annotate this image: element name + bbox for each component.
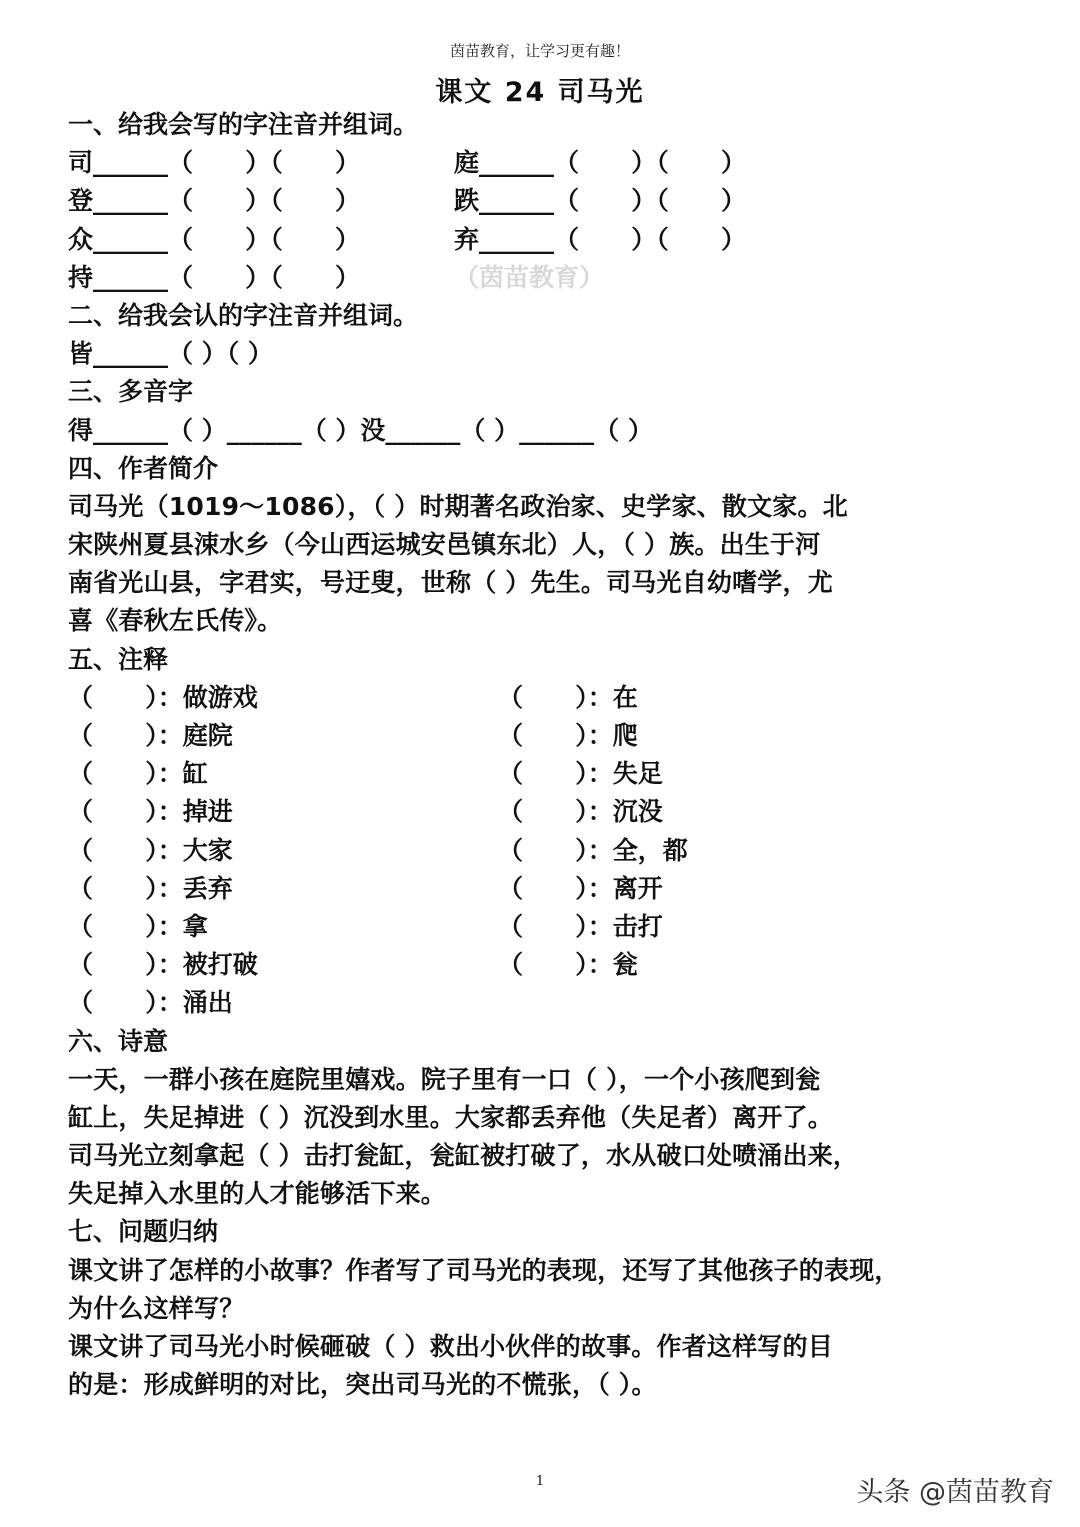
paragraph-line: 为什么这样写？ — [68, 1293, 245, 1323]
paragraph-line: 缸上，失足掉进（ ）沉没到水里。大家都丢弃他（失足者）离开了。 — [68, 1102, 833, 1132]
annotation-item: （ ）：失足 — [498, 759, 663, 789]
fill-row — [68, 144, 1018, 182]
annotation-item: （ ）：被打破 — [68, 950, 258, 980]
annotation-item: （ ）：击打 — [498, 911, 663, 941]
char-fill-item: 庭______（ ）（ ） — [454, 148, 746, 178]
annotation-item: （ ）：缸 — [68, 759, 208, 789]
answer-paragraph — [68, 1328, 1018, 1404]
author-intro-paragraph — [68, 488, 1018, 641]
source-watermark: 头条 @茵苗教育 — [856, 1477, 1054, 1508]
header-slogan: 茵苗教育，让学习更有趣！ — [449, 42, 630, 60]
annotation-row — [68, 870, 1018, 908]
annotation-row — [68, 946, 1018, 984]
paragraph-line: 南省光山县，字君实，号迂叟，世称（ ）先生。司马光自幼嗜学，尤 — [68, 568, 833, 598]
paragraph-line: 的是：形成鲜明的对比，突出司马光的不慌张，（ ）。 — [68, 1370, 657, 1400]
char-fill-item: 登______（ ）（ ） — [68, 186, 360, 216]
char-fill-item: 跌______（ ）（ ） — [454, 186, 746, 216]
section-heading-2: 二、给我会认的字注音并组词。 — [68, 300, 419, 330]
annotation-row — [68, 755, 1018, 793]
fill-row — [68, 182, 1018, 220]
annotation-item: （ ）：沉没 — [498, 797, 663, 827]
annotation-item: （ ）：庭院 — [68, 721, 233, 750]
paragraph-line: 司马光立刻拿起（ ）击打瓮缸，瓮缸被打破了，水从破口处喷涌出来， — [68, 1141, 859, 1171]
page-title: 课文 24 司马光 — [435, 77, 645, 108]
char-fill-item: 弃______（ ）（ ） — [454, 224, 746, 254]
section-heading-6: 六、诗意 — [68, 1026, 169, 1056]
annotation-item: （ ）：爬 — [498, 721, 638, 750]
section-heading-3: 三、多音字 — [68, 377, 194, 407]
fill-row — [68, 221, 1018, 259]
question-paragraph — [68, 1252, 1018, 1328]
section-heading-1: 一、给我会写的字注音并组词。 — [68, 110, 419, 139]
section-heading-5: 五、注释 — [68, 644, 169, 674]
paragraph-line: 课文讲了司马光小时候砸破（ ）救出小伙伴的故事。作者这样写的目 — [68, 1332, 833, 1361]
paragraph-line: 喜《春秋左氏传》。 — [68, 606, 283, 636]
watermark-text: （茵苗教育） — [454, 262, 605, 292]
char-fill-item: 司______（ ）（ ） — [68, 148, 360, 178]
fill-row — [68, 259, 1018, 297]
char-fill-item: 皆______（ ）（ ） — [68, 339, 273, 369]
annotation-item: （ ）：拿 — [68, 911, 208, 941]
paragraph-line: 一天，一群小孩在庭院里嬉戏。院子里有一口（ ），一个小孩爬到瓮 — [68, 1064, 821, 1094]
translation-paragraph — [68, 1061, 1018, 1214]
worksheet-content — [68, 106, 1018, 1404]
paragraph-line: 司马光（1019～1086），（ ）时期著名政治家、史学家、散文家。北 — [68, 491, 848, 521]
annotation-item: （ ）：大家 — [68, 835, 233, 865]
paragraph-line: 宋陕州夏县涑水乡（今山西运城安邑镇东北）人，（ ）族。出生于河 — [68, 530, 821, 560]
annotation-item: （ ）：全，都 — [498, 835, 688, 865]
annotation-item: （ ）：掉进 — [68, 797, 233, 827]
paragraph-line: 失足掉入水里的人才能够活下来。 — [68, 1179, 447, 1209]
paragraph-line: 课文讲了怎样的小故事？作者写了司马光的表现，还写了其他孩子的表现， — [68, 1255, 900, 1285]
annotation-row — [68, 908, 1018, 946]
annotation-row — [68, 793, 1018, 831]
annotation-row — [68, 984, 1018, 1022]
page-number: 1 — [535, 1474, 545, 1489]
section-heading-4: 四、作者简介 — [68, 453, 219, 483]
annotation-row — [68, 679, 1018, 717]
annotation-item: （ ）：丢弃 — [68, 873, 233, 903]
annotation-item: （ ）：涌出 — [68, 988, 233, 1018]
char-fill-item: 众______（ ）（ ） — [68, 224, 360, 254]
annotation-item: （ ）：做游戏 — [68, 682, 258, 712]
annotation-item: （ ）：瓮 — [498, 950, 638, 980]
annotation-item: （ ）：离开 — [498, 873, 663, 903]
char-fill-item: 持______（ ）（ ） — [68, 262, 360, 292]
polyphonic-fill-row: 得______（ ）______（ ）没______（ ）______（ ） — [68, 415, 653, 445]
annotation-row — [68, 717, 1018, 755]
annotation-row — [68, 832, 1018, 870]
annotation-item: （ ）：在 — [498, 682, 638, 712]
section-heading-7: 七、问题归纳 — [68, 1217, 219, 1247]
